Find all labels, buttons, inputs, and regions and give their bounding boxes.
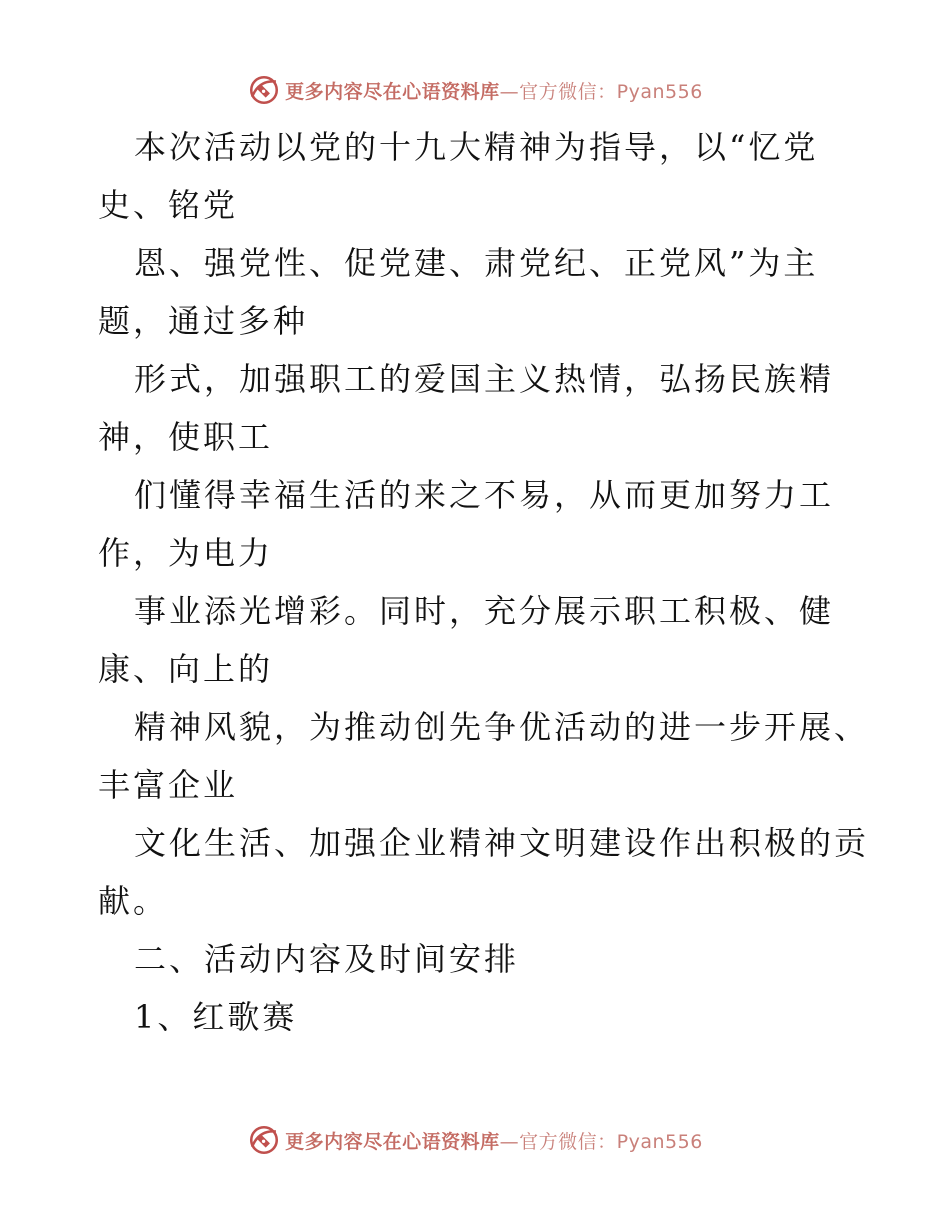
text-line: 精神风貌，为推动创先争优活动的进一步开展、 xyxy=(134,708,870,746)
pen-nib-swirl-logo-icon xyxy=(247,1123,281,1157)
text-line: 事业添光增彩。同时，充分展示职工积极、健 xyxy=(134,592,835,630)
watermark-brand: 更多内容尽在心语资料库 xyxy=(285,1130,500,1153)
watermark-text xyxy=(285,1127,703,1154)
text-line: 康、向上的 xyxy=(98,650,274,688)
text-line: 文化生活、加强企业精神文明建设作出积极的贡 xyxy=(134,824,870,862)
watermark-footer xyxy=(0,1120,950,1160)
pen-nib-swirl-logo-icon xyxy=(247,73,281,107)
watermark-contact: 官方微信：Pyan556 xyxy=(519,80,703,103)
watermark-dash: — xyxy=(499,80,520,103)
text-line: 丰富企业 xyxy=(98,766,239,804)
watermark-contact: 官方微信：Pyan556 xyxy=(519,1130,703,1153)
text-line: 献。 xyxy=(98,882,169,920)
subsection-heading: 1、红歌赛 xyxy=(134,998,298,1036)
watermark-header xyxy=(0,70,950,110)
document-body xyxy=(98,118,870,1046)
text-line: 形式，加强职工的爱国主义热情，弘扬民族精 xyxy=(134,360,835,398)
text-line: 作，为电力 xyxy=(98,534,274,572)
watermark-text xyxy=(285,77,703,104)
text-line: 神，使职工 xyxy=(98,418,274,456)
watermark-dash: — xyxy=(499,1130,520,1153)
text-line: 们懂得幸福生活的来之不易，从而更加努力工 xyxy=(134,476,835,514)
text-line: 史、铭党 xyxy=(98,186,239,224)
text-line: 本次活动以党的十九大精神为指导，以“忆党 xyxy=(134,128,819,166)
section-heading: 二、活动内容及时间安排 xyxy=(134,940,520,978)
watermark-brand: 更多内容尽在心语资料库 xyxy=(285,80,500,103)
text-line: 题，通过多种 xyxy=(98,302,309,340)
text-line: 恩、强党性、促党建、肃党纪、正党风”为主 xyxy=(134,244,819,282)
